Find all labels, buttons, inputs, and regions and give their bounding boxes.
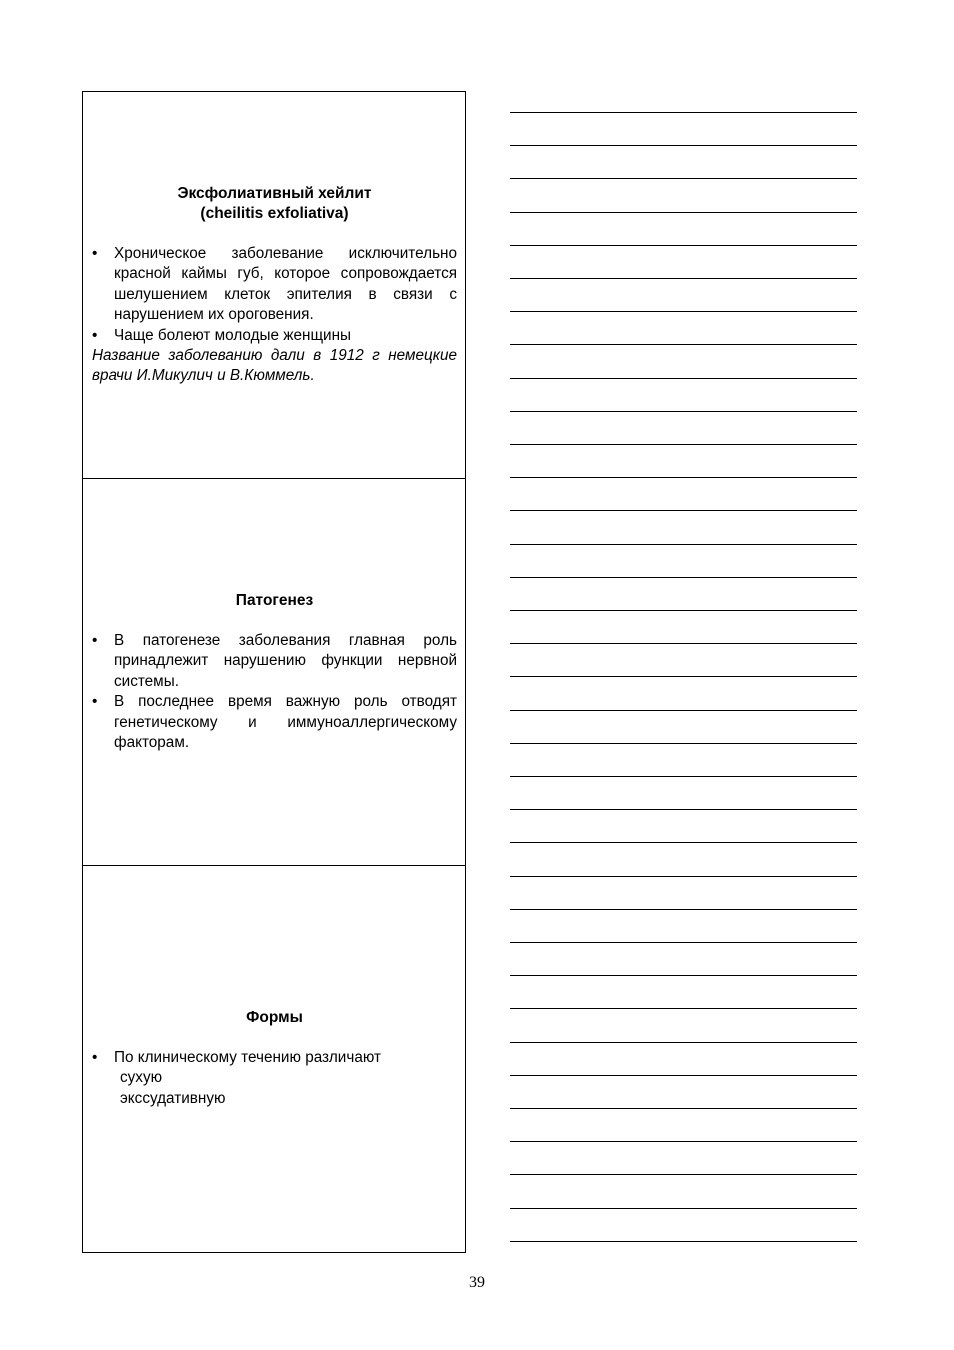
slide-pathogenesis: [82, 478, 466, 866]
ruled-line: [510, 842, 857, 843]
ruled-line: [510, 610, 857, 611]
ruled-line: [510, 809, 857, 810]
bullet-icon: •: [92, 326, 98, 344]
ruled-line: [510, 643, 857, 644]
slide-title: Патогенез: [235, 592, 314, 609]
form-item: сухую: [120, 1069, 163, 1087]
ruled-line: [510, 311, 857, 312]
bullet-text: По клиническому течению различают: [114, 1049, 381, 1066]
form-item: экссудативную: [120, 1089, 226, 1107]
list-item: [92, 1048, 457, 1068]
slide-forms: [82, 865, 466, 1253]
page-number: 39: [469, 1274, 485, 1291]
slide-title: Формы: [246, 1009, 303, 1026]
ruled-line: [510, 178, 857, 179]
slide-exfoliative-cheilitis: [82, 91, 466, 479]
ruled-line: [510, 876, 857, 877]
ruled-line: [510, 1241, 857, 1242]
ruled-line: [510, 1174, 857, 1175]
list-item: [92, 631, 457, 692]
ruled-line: [510, 577, 857, 578]
ruled-line: [510, 1108, 857, 1109]
ruled-line: [510, 1042, 857, 1043]
ruled-line: [510, 942, 857, 943]
ruled-line: [510, 145, 857, 146]
bullet-text: В патогенезе заболевания главная роль принадлежит нарушению функции нервной системы.: [114, 632, 457, 690]
bullet-text: Хроническое заболевание исключительно красной каймы губ, которое сопровождается шелушением клеток эпителия в связи с нарушением их ороговения.: [114, 245, 457, 324]
bullet-list: [92, 631, 457, 753]
history-note: Название заболеванию дали в 1912 г немецкие врачи И.Микулич и В.Кюммель.: [92, 347, 457, 385]
slide-title: [92, 92, 457, 224]
bullet-icon: •: [92, 693, 98, 711]
ruled-line: [510, 245, 857, 246]
list-item: [92, 326, 457, 346]
ruled-line: [510, 112, 857, 113]
ruled-line: [510, 776, 857, 777]
slide-subtitle: (cheilitis exfoliativa): [200, 205, 349, 222]
bullet-list: [92, 1048, 457, 1068]
ruled-line: [510, 411, 857, 412]
ruled-line: [510, 743, 857, 744]
ruled-line: [510, 1141, 857, 1142]
bullet-icon: •: [92, 245, 98, 262]
ruled-line: [510, 975, 857, 976]
ruled-line: [510, 378, 857, 379]
ruled-line: [510, 477, 857, 478]
ruled-line: [510, 544, 857, 545]
ruled-line: [510, 1208, 857, 1209]
list-item: [92, 244, 457, 326]
slide-title-text: Эксфолиативный хейлит: [177, 185, 372, 202]
bullet-icon: •: [92, 632, 98, 649]
ruled-line: [510, 344, 857, 345]
bullet-text: Чаще болеют молодые женщины: [114, 326, 352, 344]
ruled-line: [510, 1008, 857, 1009]
ruled-line: [510, 510, 857, 511]
list-item: [92, 692, 457, 753]
ruled-line: [510, 676, 857, 677]
ruled-line: [510, 278, 857, 279]
ruled-line: [510, 710, 857, 711]
ruled-line: [510, 444, 857, 445]
bullet-text: В последнее время важную роль отводят генетическому и иммуноаллергическому факторам.: [114, 693, 457, 752]
ruled-line: [510, 212, 857, 213]
bullet-list: [92, 244, 457, 346]
bullet-icon: •: [92, 1049, 98, 1066]
ruled-line: [510, 1075, 857, 1076]
slides-column: [82, 91, 464, 1252]
ruled-line: [510, 909, 857, 910]
